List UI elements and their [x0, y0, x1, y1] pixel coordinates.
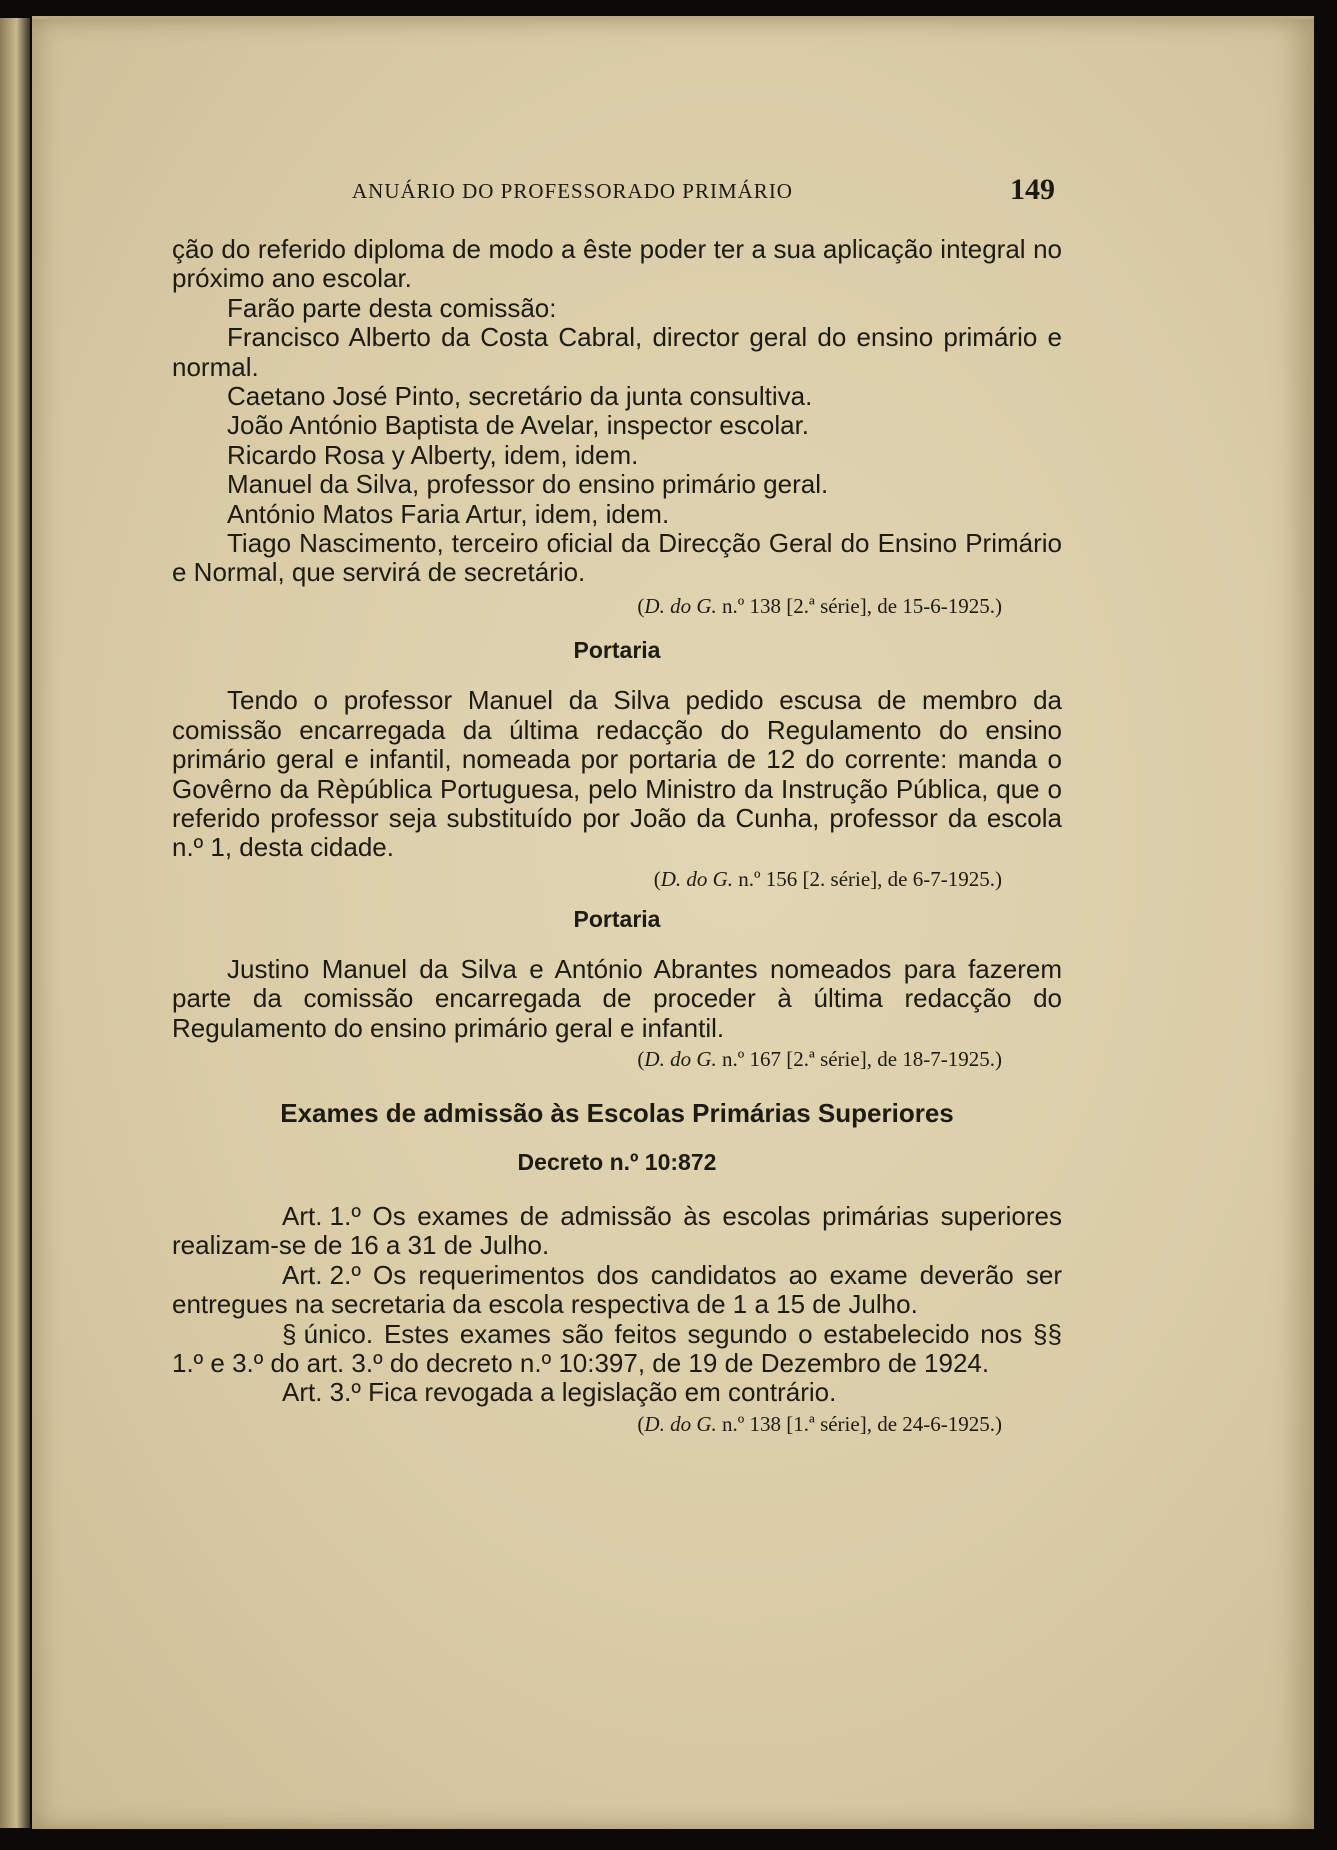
portaria-1-text: Tendo o professor Manuel da Silva pedido escusa de membro da comissão encarregada da última redacção do Regulamento do ensino primário geral e infantil, nomeada por portaria de 12 do corrente: manda o Govêrno da Rèpública Portuguesa, pelo Ministro da Instrução Pública, que o referido professor seja substituído por João da Cunha, professor da escola n.º 1, desta cidade.	[172, 685, 1062, 863]
citation-source: D. do G.	[660, 866, 734, 891]
citation-source: D. do G.	[644, 593, 717, 618]
commission-member: Ricardo Rosa y Alberty, idem, idem.	[227, 439, 639, 470]
article-label: Art. 1.º	[282, 1200, 361, 1231]
citation-details: n.º 167 [2.ª série], de 18-7-1925.)	[716, 1046, 1002, 1071]
portaria-heading: Portaria	[573, 905, 661, 932]
commission-member: António Matos Faria Artur, idem, idem.	[227, 498, 670, 529]
commission-member: Caetano José Pinto, secretário da junta consultiva.	[227, 381, 813, 412]
citation-details: n.º 138 [2.ª série], de 15-6-1925.)	[716, 593, 1002, 618]
page-number: 149	[1010, 173, 1055, 206]
paragraph-unico	[172, 1320, 1062, 1379]
portaria-2-citation: (D. do G. n.º 167 [2.ª série], de 18-7-1925.)	[637, 1046, 1002, 1071]
article-text: Os requerimentos dos candidatos ao exame deverão ser entregues na secretaria da escola respectiva de 1 a 15 de Julho.	[172, 1259, 1062, 1320]
portaria-1-citation: (D. do G. n.º 156 [2. série], de 6-7-1925.)	[653, 866, 1002, 891]
running-head	[172, 169, 1062, 209]
article-2	[172, 1261, 1062, 1320]
commission-member: Manuel da Silva, professor do ensino primário geral.	[227, 469, 829, 500]
article-3	[172, 1378, 1062, 1407]
article-text: Os exames de admissão às escolas primárias superiores realizam-se de 16 a 31 de Julho.	[172, 1200, 1063, 1261]
commission-intro: Farão parte desta comissão:	[227, 292, 557, 323]
exames-section-title: Exames de admissão às Escolas Primárias Superiores	[280, 1097, 954, 1128]
citation-source: D. do G.	[644, 1046, 717, 1071]
page-text-area	[172, 169, 1062, 1437]
article-text: Fica revogada a legislação em contrário.	[368, 1377, 837, 1408]
commission-member: Francisco Alberto da Costa Cabral, director geral do ensino primário e normal.	[172, 322, 1062, 382]
exames-citation: (D. do G. n.º 138 [1.ª série], de 24-6-1925.)	[637, 1411, 1002, 1436]
citation-details: n.º 156 [2. série], de 6-7-1925.)	[733, 866, 1002, 891]
commission-member: João António Baptista de Avelar, inspector escolar.	[227, 410, 810, 441]
commission-continuation: ção do referido diploma de modo a êste poder ter a sua aplicação integral no próximo ano escolar.	[172, 234, 1062, 294]
commission-secretary: Tiago Nascimento, terceiro oficial da Direcção Geral do Ensino Primário e Normal, que servirá de secretário.	[172, 528, 1062, 588]
article-1	[172, 1202, 1062, 1261]
commission-section	[172, 235, 1062, 621]
running-title: ANUÁRIO DO PROFESSORADO PRIMÁRIO	[352, 179, 793, 203]
commission-citation: (D. do G. n.º 138 [2.ª série], de 15-6-1925.)	[637, 593, 1002, 618]
book-page	[32, 16, 1314, 1829]
portaria-2-text: Justino Manuel da Silva e António Abrantes nomeados para fazerem parte da comissão encarregada de proceder à última redacção do Regulamento do ensino primário geral e infantil.	[172, 953, 1062, 1043]
article-text: Estes exames são feitos segundo o estabelecido nos §§ 1.º e 3.º do art. 3.º do decreto n.º 10:397, de 19 de Dezembro de 1924.	[172, 1318, 1062, 1378]
facing-page-edge	[0, 18, 30, 1828]
article-label: Art. 3.º	[282, 1377, 361, 1408]
portaria-heading: Portaria	[573, 637, 661, 664]
decree-heading: Decreto n.º 10:872	[517, 1148, 717, 1175]
article-label: § único.	[282, 1318, 374, 1349]
citation-details: n.º 138 [1.ª série], de 24-6-1925.)	[716, 1411, 1002, 1436]
article-label: Art. 2.º	[282, 1259, 361, 1290]
citation-source: D. do G.	[644, 1411, 717, 1436]
